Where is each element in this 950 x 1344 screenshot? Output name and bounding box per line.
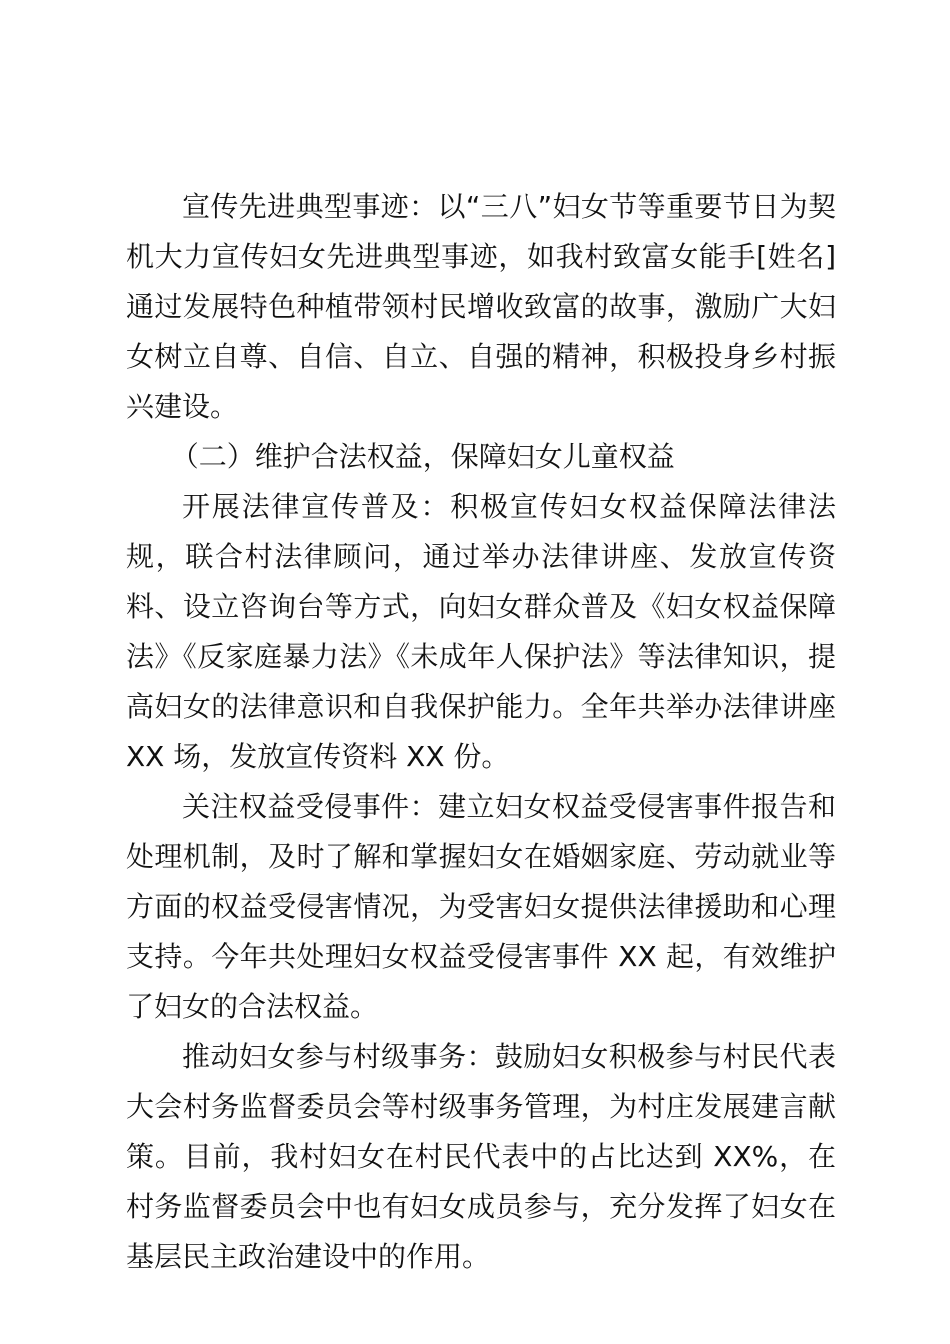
paragraph-village-affairs: 推动妇女参与村级事务：鼓励妇女积极参与村民代表大会村务监督委员会等村级事务管理，为村庄发展建言献策。目前，我村妇女在村民代表中的占比达到 XX%，在村务监督委员会中也有妇女成员参与，充分发挥了妇女在基层民主政治建设中的作用。 xyxy=(126,1040,836,1273)
paragraph-rights-violations: 关注权益受侵事件：建立妇女权益受侵害事件报告和处理机制，及时了解和掌握妇女在婚姻家庭、劳动就业等方面的权益受侵害情况，为受害妇女提供法律援助和心理支持。今年共处理妇女权益受侵害事件 XX 起，有效维护了妇女的合法权益。 xyxy=(126,790,836,1023)
document-page xyxy=(126,182,836,1282)
paragraph-publicity-models: 宣传先进典型事迹：以“三八”妇女节等重要节日为契机大力宣传妇女先进典型事迹，如我村致富女能手[姓名]通过发展特色种植带领村民增收致富的故事，激励广大妇女树立自尊、自信、自立、自强的精神，积极投身乡村振兴建设。 xyxy=(126,190,836,423)
paragraph-legal-education: 开展法律宣传普及：积极宣传妇女权益保障法律法规，联合村法律顾问，通过举办法律讲座、发放宣传资料、设立咨询台等方式，向妇女群众普及《妇女权益保障法》《反家庭暴力法》《未成年人保护法》等法律知识，提高妇女的法律意识和自我保护能力。全年共举办法律讲座 XX 场，发放宣传资料 XX 份。 xyxy=(126,490,836,773)
section-heading-rights: （二）维护合法权益，保障妇女儿童权益 xyxy=(170,440,675,473)
